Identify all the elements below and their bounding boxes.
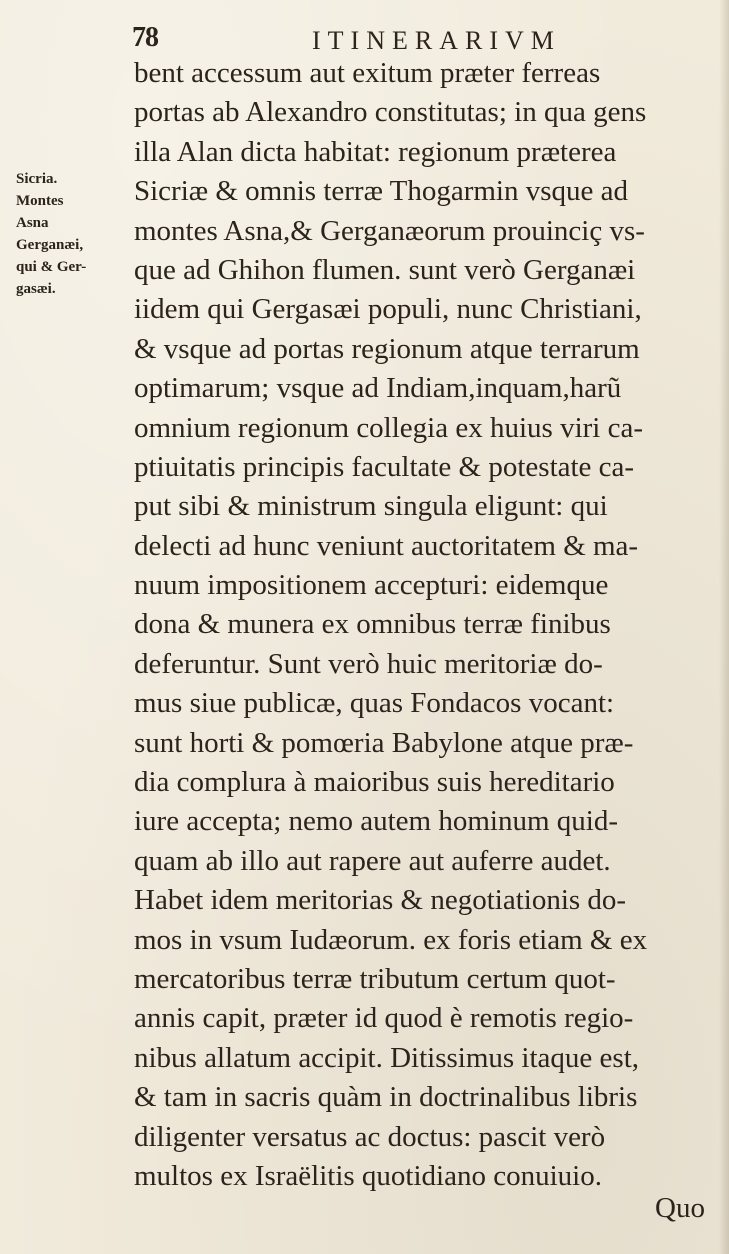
margin-note: Sicria. xyxy=(16,171,58,187)
text-line: delecti ad hunc veniunt auctoritatem & ma- xyxy=(134,529,639,562)
text-line: dia complura à maioribus suis hereditario xyxy=(134,766,615,799)
page-edge-shadow xyxy=(719,0,729,1254)
text-line: que ad Ghihon flumen. sunt verò Gerganæi xyxy=(134,253,636,286)
text-line: multos ex Israëlitis quotidiano conuiuio. xyxy=(134,1159,602,1192)
text-line: diligenter versatus ac doctus: pascit verò xyxy=(134,1120,606,1153)
text-line: Sicriæ & omnis terræ Thogarmin vsque ad xyxy=(134,175,629,208)
text-line: deferuntur. Sunt verò huic meritoriæ do- xyxy=(134,647,603,680)
text-line: & tam in sacris quàm in doctrinalibus libris xyxy=(134,1081,638,1114)
text-line: iure accepta; nemo autem hominum quid- xyxy=(134,805,618,838)
text-line: quam ab illo aut rapere aut auferre audet. xyxy=(134,844,611,877)
text-line: mus siue publicæ, quas Fondacos vocant: xyxy=(134,687,615,720)
text-line: dona & munera ex omnibus terræ finibus xyxy=(134,608,611,641)
margin-note: Asna xyxy=(16,215,49,231)
text-line: & vsque ad portas regionum atque terrarum xyxy=(134,332,640,365)
text-line: Habet idem meritorias & negotiationis do- xyxy=(134,884,627,917)
margin-note: Montes xyxy=(16,193,64,209)
text-line: optimarum; vsque ad Indiam,inquam,harũ xyxy=(134,372,622,405)
text-line: nuum impositionem accepturi: eidemque xyxy=(134,569,609,602)
body-text xyxy=(134,54,714,1196)
margin-note: gasæi. xyxy=(16,281,56,297)
text-line: mos in vsum Iudæorum. ex foris etiam & ex xyxy=(134,923,648,956)
text-line: annis capit, præter id quod è remotis regio- xyxy=(134,1002,634,1035)
text-line: put sibi & ministrum singula eligunt: qui xyxy=(134,490,608,523)
text-line: mercatoribus terræ tributum certum quot- xyxy=(134,962,616,995)
margin-note: Gerganæi, xyxy=(16,237,84,253)
text-line: iidem qui Gergasæi populi, nunc Christiani, xyxy=(134,293,642,326)
text-line: illa Alan dicta habitat: regionum præterea xyxy=(134,135,617,168)
text-line: ptiuitatis principis facultate & potestate ca- xyxy=(134,450,635,483)
catchword: Quo xyxy=(655,1192,705,1224)
text-line: bent accessum aut exitum præter ferreas xyxy=(134,57,601,89)
text-line: montes Asna,& Gerganæorum prouinciç vs- xyxy=(134,214,645,247)
text-line: sunt horti & pomœria Babylone atque præ- xyxy=(134,726,634,759)
text-line: portas ab Alexandro constitutas; in qua gens xyxy=(134,96,647,129)
margin-note: qui & Ger- xyxy=(16,259,87,275)
text-line: nibus allatum accipit. Ditissimus itaque est, xyxy=(134,1041,640,1074)
margin-notes xyxy=(16,168,116,300)
page-number: 78 xyxy=(132,22,158,53)
text-line: omnium regionum collegia ex huius viri ca- xyxy=(134,411,643,444)
running-title: ITINERARIVM xyxy=(312,26,561,55)
